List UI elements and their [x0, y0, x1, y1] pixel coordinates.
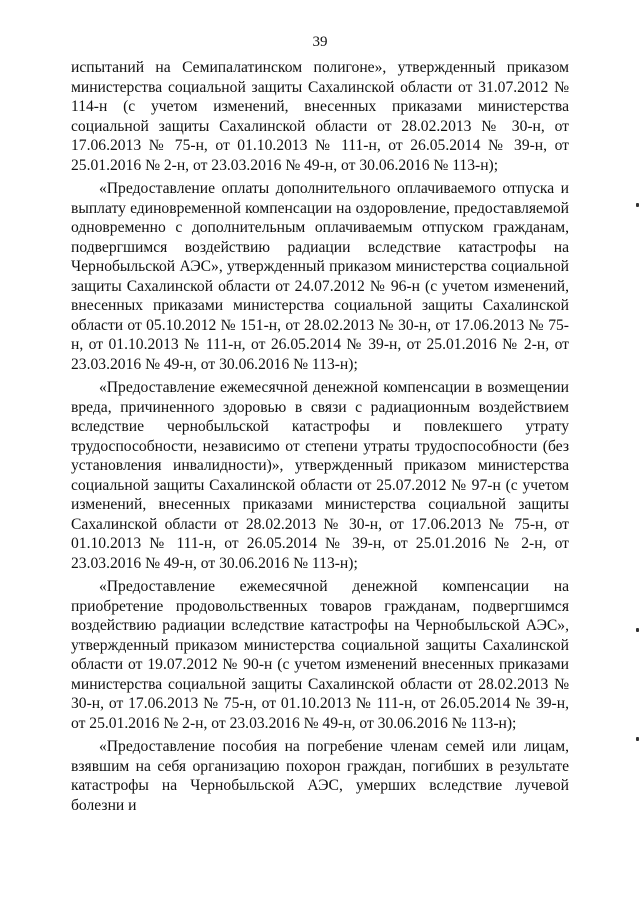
scan-speck [636, 737, 639, 741]
page-number: 39 [312, 34, 328, 50]
document-body [71, 58, 569, 819]
paragraph: «Предоставление ежемесячной денежной компенсации в возмещении вреда, причиненного здоровью в связи с радиационным воздействием вследствие чернобыльской катастрофы и повлекшего утрату трудоспособности, независимо от степени утраты трудоспособности (без установления инвалидности)», утвержденный приказом министерства социальной защиты Сахалинской области от 25.07.2012 № 97-н (с учетом изменений, внесенных приказами министерства социальной защиты Сахалинской области от 28.02.2013 № 30-н, от 17.06.2013 № 75-н, от 01.10.2013 № 111-н, от 26.05.2014 № 39-н, от 25.01.2016 № 2-н, от 23.03.2016 № 49-н, от 30.06.2016 № 113-н); [71, 379, 569, 572]
paragraph: «Предоставление оплаты дополнительного оплачиваемого отпуска и выплату единовременной компенсации на оздоровление, предоставляемой одновременно с дополнительным оплачиваемым отпуском гражданам, подвергшимся воздействию радиации вследствие катастрофы на Чернобыльской АЭС», утвержденный приказом министерства социальной защиты Сахалинской области от 24.07.2012 № 96-н (с учетом изменений, внесенных приказами министерства социальной защиты Сахалинской области от 05.10.2012 № 151-н, от 28.02.2013 № 30-н, от 17.06.2013 № 75-н, от 01.10.2013 № 111-н, от 26.05.2014 № 39-н, от 25.01.2016 № 2-н, от 23.03.2016 № 49-н, от 30.06.2016 № 113-н); [71, 180, 569, 373]
scan-speck [636, 203, 639, 207]
paragraph: испытаний на Семипалатинском полигоне», утвержденный приказом министерства социальной защиты Сахалинской области от 31.07.2012 № 114-н (с учетом изменений, внесенных приказами министерства социальной защиты Сахалинской области от 28.02.2013 № 30-н, от 17.06.2013 № 75-н, от 01.10.2013 № 111-н, от 26.05.2014 № 39-н, от 25.01.2016 № 2-н, от 23.03.2016 № 49-н, от 30.06.2016 № 113-н); [71, 59, 569, 174]
paragraph: «Предоставление пособия на погребение членам семей или лицам, взявшим на себя организацию похорон граждан, погибших в результате катастрофы на Чернобыльской АЭС, умерших вследствие лучевой болезни и [71, 738, 569, 814]
paragraph: «Предоставление ежемесячной денежной компенсации на приобретение продовольственных товаров гражданам, подвергшимся воздействию радиации вследствие катастрофы на Чернобыльской АЭС», утвержденный приказом министерства социальной защиты Сахалинской области от 19.07.2012 № 90-н (с учетом изменений внесенных приказами министерства социальной защиты Сахалинской области от 28.02.2013 № 30-н, от 17.06.2013 № 75-н, от 01.10.2013 № 111-н, от 26.05.2014 № 39-н, от 25.01.2016 № 2-н, от 23.03.2016 № 49-н, от 30.06.2016 № 113-н); [71, 578, 569, 732]
scan-speck [636, 628, 639, 632]
